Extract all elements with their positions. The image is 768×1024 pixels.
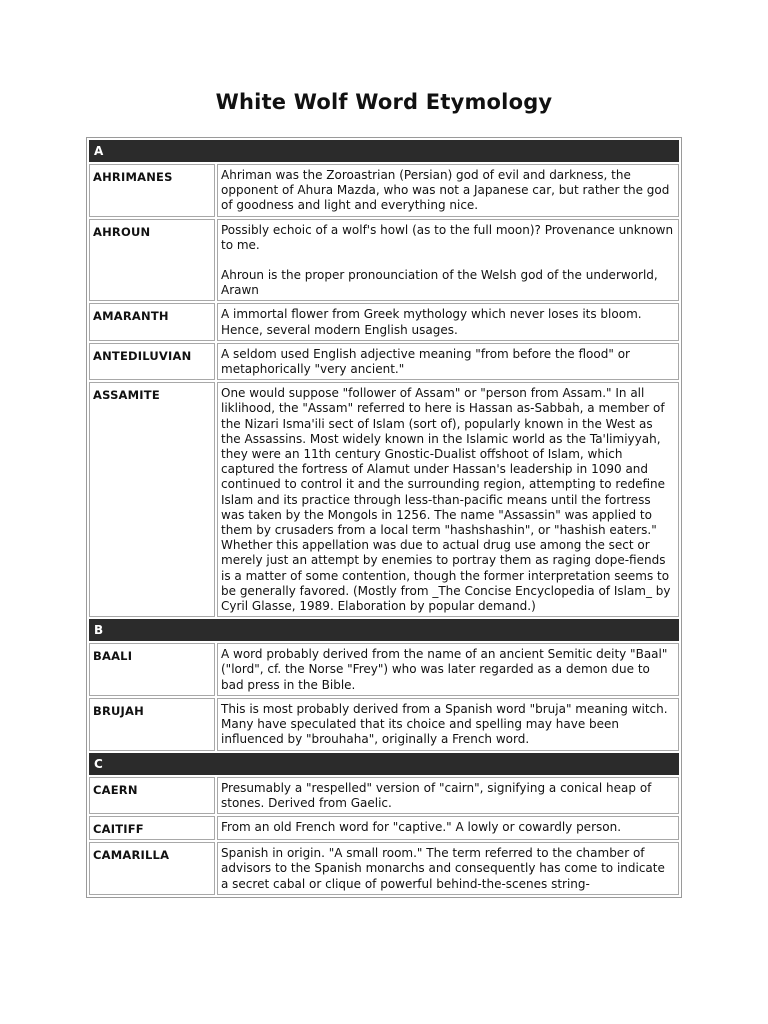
table-row	[89, 698, 679, 751]
definition-text: Spanish in origin. "A small room." The term referred to the chamber of advisors to the Spanish monarchs and consequently has come to indicate a secret cabal or clique of powerful behind-the-scenes string-	[221, 846, 665, 891]
definition-text: From an old French word for "captive." A lowly or cowardly person.	[221, 819, 622, 834]
term-cell: CAMARILLA	[89, 842, 215, 895]
definition-cell	[217, 382, 679, 617]
definition-cell	[217, 219, 679, 302]
definition-text: A word probably derived from the name of an ancient Semitic deity "Baal" ("lord", cf. the Norse "Frey") who was later regarded as a demon due to bad press in the Bible.	[221, 647, 668, 692]
table-row	[89, 842, 679, 895]
section-header-b	[89, 619, 679, 641]
section-letter: A	[89, 140, 679, 162]
page-title: White Wolf Word Etymology	[215, 90, 553, 114]
term-cell: ANTEDILUVIAN	[89, 343, 215, 380]
section-letter: C	[89, 753, 679, 775]
table-row	[89, 643, 679, 696]
definition-cell	[217, 343, 679, 380]
definition-cell	[217, 777, 679, 814]
term-cell: AMARANTH	[89, 303, 215, 340]
table-row	[89, 816, 679, 840]
definition-text: One would suppose "follower of Assam" or "person from Assam." In all liklihood, the "Assam" referred to here is Hassan as-Sabbah, a member of the Nizari Isma'ili sect of Islam (sort of), popularly known in the West as the Assassins. Most widely known in the Islamic world as the Ta'limiyyah, they were an 11th century Gnostic-Dualist offshoot of Islam, which captured the fortress of Alamut under Hassan's leadership in 1090 and continued to control it and the surrounding region, attempting to redefine Islam and its practice through less-than-pacific means until the fortress was taken by the Mongols in 1256. The name "Assassin" was applied to them by crusaders from a local term "hashshashin", or "hashish eaters." Whether this appellation was due to actual drug use among the sect or merely just an attempt by enemies to portray them as raging dope-fiends is a matter of some contention, though the former interpretation seems to be generally favored. (Mostly from _The Concise Encyclopedia of Islam_ by Cyril Glasse, 1989. Elaboration by popular demand.)	[221, 386, 671, 614]
section-letter: B	[89, 619, 679, 641]
table-row	[89, 343, 679, 380]
definition-cell	[217, 303, 679, 340]
definition-cell	[217, 164, 679, 217]
table-row	[89, 303, 679, 340]
definition-text: Ahroun is the proper pronounciation of the Welsh god of the underworld, Arawn	[221, 268, 658, 298]
definition-text: This is most probably derived from a Spanish word "bruja" meaning witch. Many have speculated that its choice and spelling may have been influenced by "brouhaha", originally a French word.	[221, 701, 668, 747]
definition-cell	[217, 842, 679, 895]
definition-text: A seldom used English adjective meaning "from before the flood" or metaphorically "very ancient."	[221, 346, 630, 377]
table-row	[89, 777, 679, 814]
section-header-a	[89, 140, 679, 162]
term-cell: BAALI	[89, 643, 215, 696]
term-cell: AHRIMANES	[89, 164, 215, 217]
table-row	[89, 382, 679, 617]
table-row	[89, 219, 679, 302]
definition-cell	[217, 698, 679, 751]
term-cell: ASSAMITE	[89, 382, 215, 617]
etymology-table	[86, 137, 682, 898]
term-cell: CAITIFF	[89, 816, 215, 840]
definition-cell	[217, 816, 679, 840]
definition-text: Possibly echoic of a wolf's howl (as to the full moon)? Provenance unknown to me.	[221, 222, 674, 252]
section-header-c	[89, 753, 679, 775]
definition-text: Ahriman was the Zoroastrian (Persian) god of evil and darkness, the opponent of Ahura Mazda, who was not a Japanese car, but rather the god of goodness and light and everything nice.	[221, 168, 670, 213]
definition-text: Presumably a "respelled" version of "cairn", signifying a conical heap of stones. Derived from Gaelic.	[221, 780, 652, 810]
definition-text: A immortal flower from Greek mythology which never loses its bloom. Hence, several modern English usages.	[221, 307, 642, 337]
term-cell: AHROUN	[89, 219, 215, 302]
definition-cell	[217, 643, 679, 696]
term-cell: BRUJAH	[89, 698, 215, 751]
table-row	[89, 164, 679, 217]
term-cell: CAERN	[89, 777, 215, 814]
